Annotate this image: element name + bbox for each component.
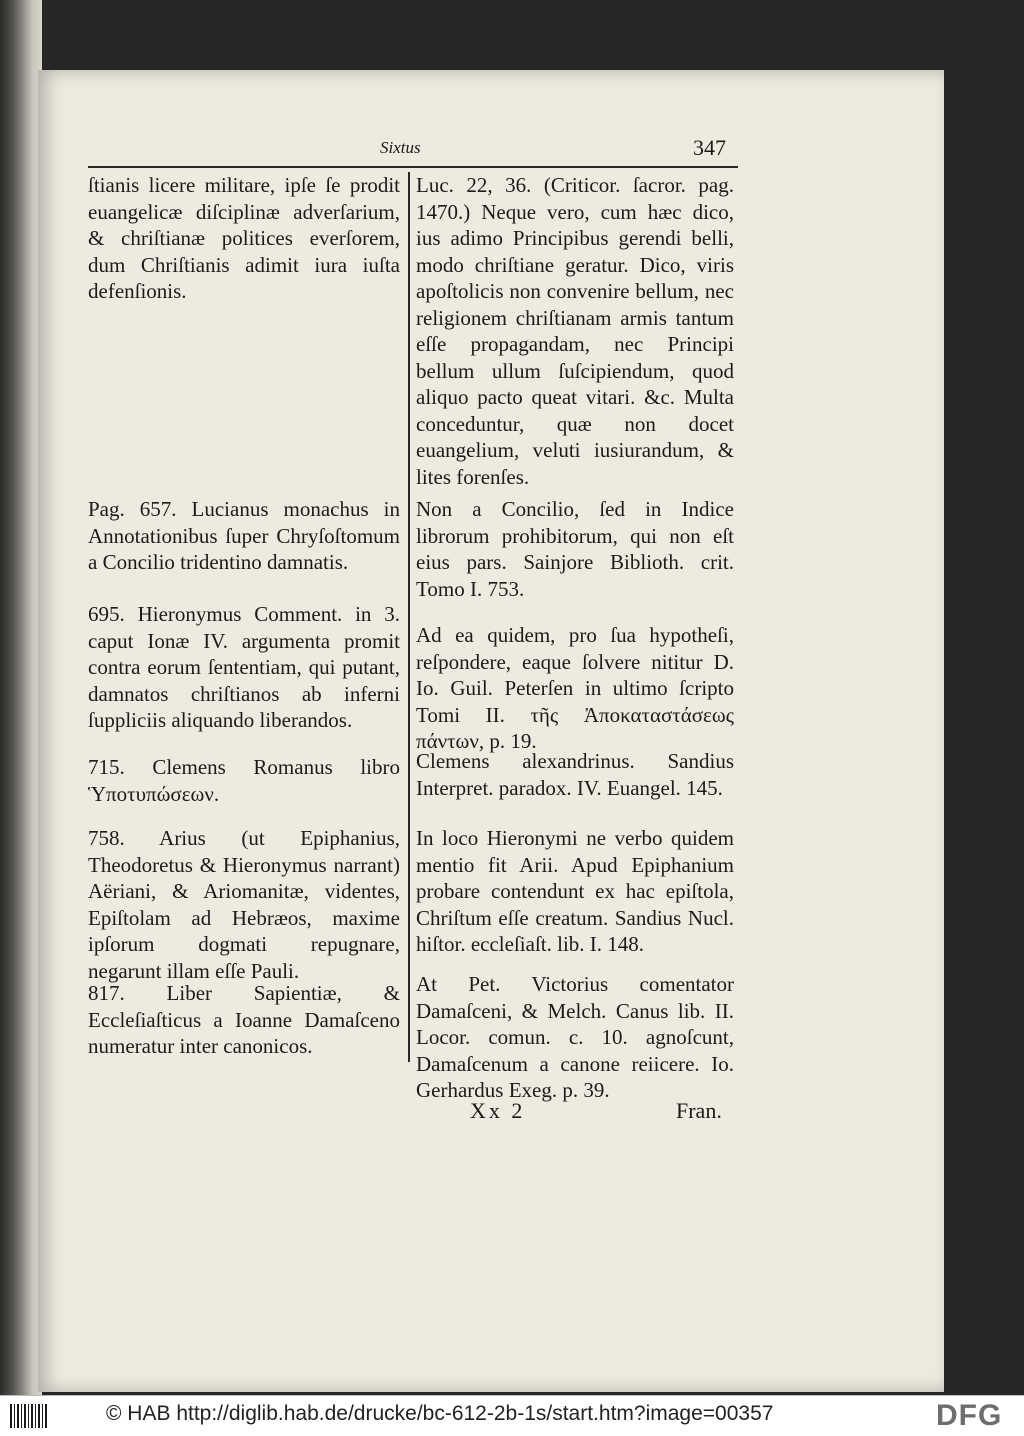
left-entry: 695. Hieronymus Comment. in 3. caput Ionæ IV. argumenta promit contra eorum ſententiam, qui putant, damnatos chriſtianos ab inferni ſuppliciis aliquando liberandos. [88,602,400,732]
left-entry: Pag. 657. Lucianus monachus in Annotationibus ſuper Chryſoſtomum a Concilio tridentino damnatis. [88,497,400,574]
signature-mark: Xx 2 [470,1098,526,1123]
left-entry: 758. Arius (ut Epiphanius, Theodoretus & Hieronymus narrant) Aëriani, & Ariomanitæ, videntes, Epiſtolam ad Hebræos, maxime ipſorum dogmati repugnare, negarunt illam eſſe Pauli. [88,826,400,983]
book-spine-edge [0,0,42,1395]
page-header [88,135,738,166]
permalink-text[interactable]: © HAB http://diglib.hab.de/drucke/bc-612-2b-1s/start.htm?image=00357 [106,1402,774,1425]
right-entry: Clemens alexandrinus. Sandius Interpret. paradox. IV. Euangel. 145. [416,749,734,800]
left-entry: 715. Clemens Romanus libro Ὑποτυπώσεων. [88,755,400,806]
viewer-footer-bar [0,1395,1024,1436]
right-entry: Ad ea quidem, pro ſua hypotheſi, reſpondere, eaque ſolvere nititur D. Io. Guil. Peterſen in ultimo ſcripto Tomi II. τῆς Ἀποκαταστάσεως πάντων, p. 19. [416,623,734,753]
header-rule [88,166,738,168]
left-entry: ſtianis licere militare, ipſe ſe prodit euangelicæ diſciplinæ adverſarium, & chriſtianæ politices everſorem, dum Chriſtianis adimit iura iuſta defenſionis. [88,173,400,303]
right-entry: In loco Hieronymi ne verbo quidem mentio fit Arii. Apud Epiphanium probare contendunt ex hac epiſtola, Chriſtum eſſe creatum. Sandius Nucl. hiſtor. eccleſiaſt. lib. I. 148. [416,826,734,956]
right-entry: Luc. 22, 36. (Criticor. ſacror. pag. 1470.) Neque vero, cum hæc dico, ius adimo Principibus gerendi belli, modo chriſtiane geratur. Dico, viris apoſtolicis non convenire bellum, nec religionem chriſtianam armis tantum eſſe propagandam, nec Principi bellum ullum ſuſcipiendum, quod aliquo pacto queat vitari. &c. Multa conceduntur, quæ non docet euangelium, veluti iusiurandum, & lites forenſes. [416,173,734,489]
barcode-icon [10,1404,48,1428]
right-entry: At Pet. Victorius comentator Damaſceni, & Melch. Canus lib. II. Locor. comun. c. 10. agnoſcunt, Damaſcenum a canone reiicere. Io. Gerhardus Exeg. p. 39. [416,972,734,1102]
column-divider [408,172,410,1062]
left-entry: 817. Liber Sapientiæ, & Eccleſiaſticus a Ioanne Damaſceno numeratur inter canonicos. [88,981,400,1058]
running-head: Sixtus [380,138,421,157]
catchword: Fran. [676,1098,722,1123]
dfg-logo: DFG [936,1399,1003,1432]
right-entry: Non a Concilio, ſed in Indice librorum prohibitorum, qui non eſt eius pars. Sainjore Biblioth. crit. Tomo I. 753. [416,497,734,601]
page-number: 347 [693,135,726,160]
